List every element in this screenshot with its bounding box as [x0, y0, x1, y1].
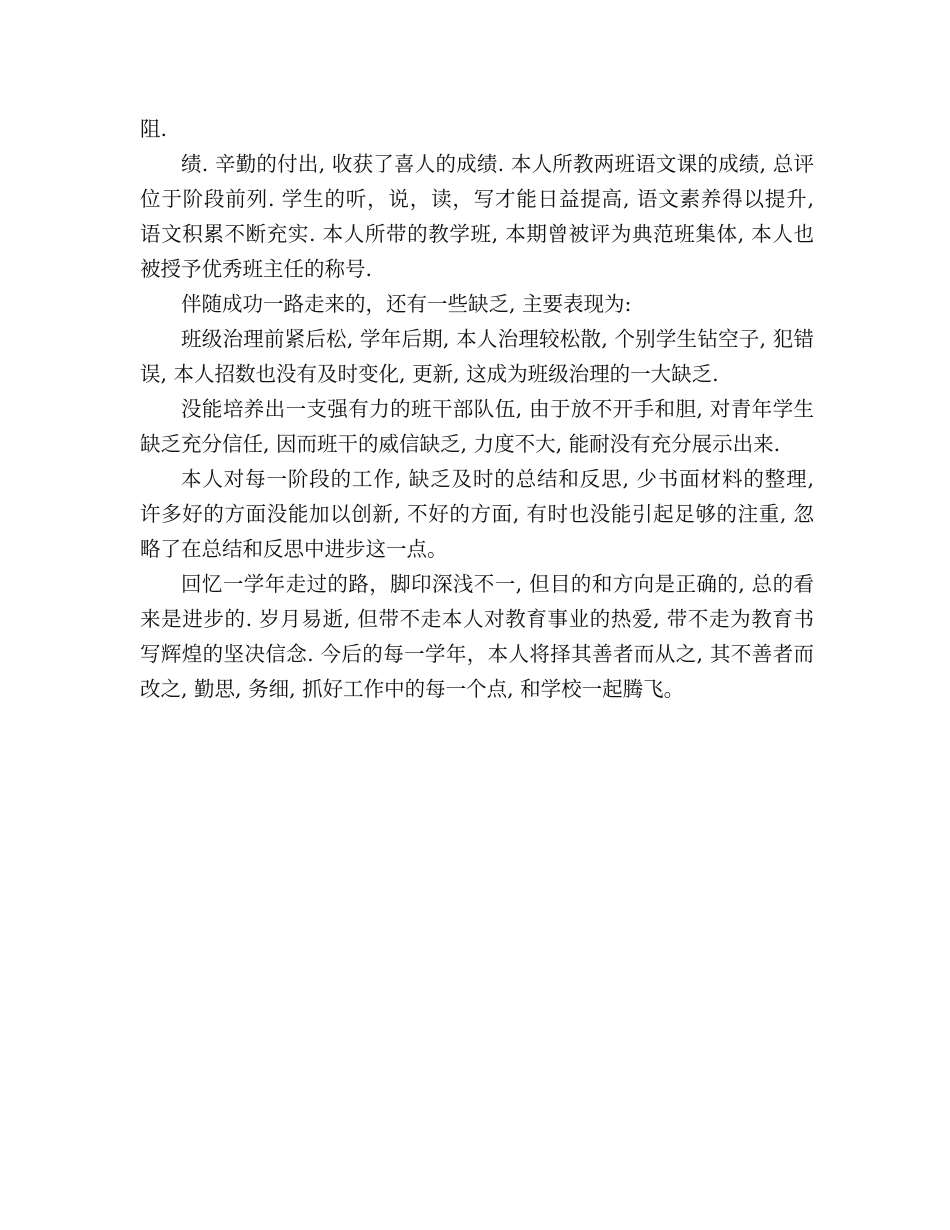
paragraph-class-management: 班级治理前紧后松, 学年后期, 本人治理较松散, 个别学生钻空子, 犯错误, 本人招数也没有及时变化, 更新, 这成为班级治理的一大缺乏.	[140, 327, 814, 386]
paragraph-continuation: 阻.	[140, 117, 168, 141]
document-body	[140, 112, 814, 707]
paragraph-class-cadres: 没能培养出一支强有力的班干部队伍, 由于放不开手和胆, 对青年学生缺乏充分信任, 因而班干的威信缺乏, 力度不大, 能耐没有充分展示出来.	[140, 397, 814, 456]
paragraph-reflection: 本人对每一阶段的工作, 缺乏及时的总结和反思, 少书面材料的整理, 许多好的方面没能加以创新, 不好的方面, 有时也没能引起足够的注重, 忽略了在总结和反思中进步这一点。	[140, 467, 814, 561]
paragraph-conclusion: 回忆一学年走过的路，脚印深浅不一, 但目的和方向是正确的, 总的看来是进步的. 岁月易逝, 但带不走本人对教育事业的热爱, 带不走为教育书写辉煌的坚决信念. 今后的每一学年，本人将择其善者而从之, 其不善者而改之, 勤思, 务细, 抓好工作中的每一个点, 和学校一起腾飞。	[140, 572, 814, 701]
paragraph-achievements: 绩. 辛勤的付出, 收获了喜人的成绩. 本人所教两班语文课的成绩, 总评位于阶段前列. 学生的听，说，读，写才能日益提高, 语文素养得以提升, 语文积累不断充实. 本人所带的教学班, 本期曾被评为典范班集体, 本人也被授予优秀班主任的称号.	[140, 152, 814, 281]
paragraph-shortcomings-intro: 伴随成功一路走来的，还有一些缺乏, 主要表现为:	[181, 292, 632, 316]
